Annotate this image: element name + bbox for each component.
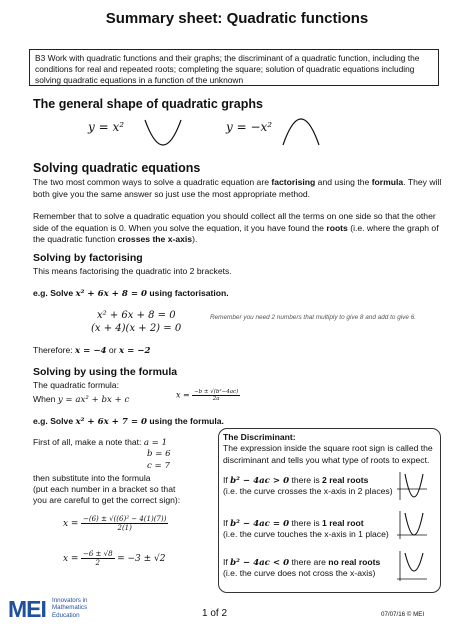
shape-heading: The general shape of quadratic graphs [33,97,263,111]
two-roots-graph [397,472,427,502]
factorising-intro: This means factorising the quadratic into 2 brackets. [33,266,232,276]
disc-case-no-roots: If b² − 4ac < 0 there are no real roots [223,557,381,568]
discriminant-heading: The Discriminant: [223,432,296,442]
note-intro: First of all, make a note that: a = 1 [33,437,168,448]
factorising-line-1: x² + 6x + 8 = 0 [97,310,176,321]
result-formula: x = $\frac{-6 \pm √8}{2}$ = −3 ± √2 [63,550,166,567]
factorising-line-2: (x + 4)(x + 2) = 0 [91,323,182,334]
factorising-heading: Solving by factorising [33,252,143,264]
mei-logo-text: Innovators in Mathematics Education [52,597,88,619]
footer-date: 07/07/16 © MEI [381,611,425,618]
formula-intro: The quadratic formula: [33,380,119,390]
specification-box: B3 Work with quadratic functions and their graphs; the discriminant of a quadratic function, including the conditions for real and repeated roots; completing the square; solution of quadratic equations including solving quadratic equations in a function of the unknown [29,49,439,86]
page-number: 1 of 2 [202,608,228,619]
substituted-formula: x = $\frac{\text{−(6) ± √((6)² − 4(1)(7))}}{2(1)}$ [63,515,167,532]
no-roots-graph [397,551,427,583]
disc-case-no-roots-note: (i.e. the curve does not cross the x-axis) [223,568,376,578]
disc-case-one-root: If b² − 4ac = 0 there is 1 real root [223,518,364,529]
substitute-line-3: you are careful to get the correct sign): [33,495,181,505]
page-title: Summary sheet: Quadratic functions [105,10,369,27]
disc-case-two-roots-note: (i.e. the curve crosses the x-axis in 2 places) [223,486,393,496]
eq-positive: y = x² [88,120,125,134]
mei-logo-mark: MEI [8,596,46,622]
disc-case-two-roots: If b² − 4ac > 0 there is 2 real roots [223,475,369,486]
formula-example: e.g. Solve x² + 6x + 7 = 0 using the formula. [33,416,224,427]
quadratic-formula: x = $\frac{\text{−b ± √(b²−4ac)}}{2a}$ [176,389,239,402]
u-curve-graph [143,118,183,148]
substitute-line-1: then substitute into the formula [33,473,151,483]
c-value: c = 7 [147,461,170,471]
eq-negative: y = −x² [226,120,273,134]
solving-paragraph-1: The two most common ways to solve a quadratic equation are factorising and using the formula. They will both give you the same answer so just use the most appropriate method. [33,177,442,199]
discriminant-intro: The expression inside the square root sign is called the discriminant and tells you what type of roots to expect. [223,443,433,465]
n-curve-graph [281,115,321,147]
one-root-graph [397,511,427,541]
substitute-line-2: (put each number in a bracket so that [33,484,176,494]
factorising-example: e.g. Solve x² + 6x + 8 = 0 using factorisation. [33,288,229,299]
disc-case-one-root-note: (i.e. the curve touches the x-axis in 1 place) [223,529,389,539]
mei-logo [8,596,88,624]
formula-heading: Solving by using the formula [33,366,178,378]
b-value: b = 6 [147,449,171,459]
solving-paragraph-2: Remember that to solve a quadratic equation you should collect all the terms on one side so that the other side of the equation is 0. When you solve the equation, it you have found the roots (i.e. where the graph of the quadratic function crosses the x-axis). [33,211,439,244]
factorising-roots: Therefore: x = −4 or x = −2 [33,345,151,356]
formula-when: When y = ax² + bx + c [33,394,130,405]
factorising-hint: Remember you need 2 numbers that multiply to give 8 and add to give 6. [210,314,417,321]
solving-heading: Solving quadratic equations [33,161,201,175]
